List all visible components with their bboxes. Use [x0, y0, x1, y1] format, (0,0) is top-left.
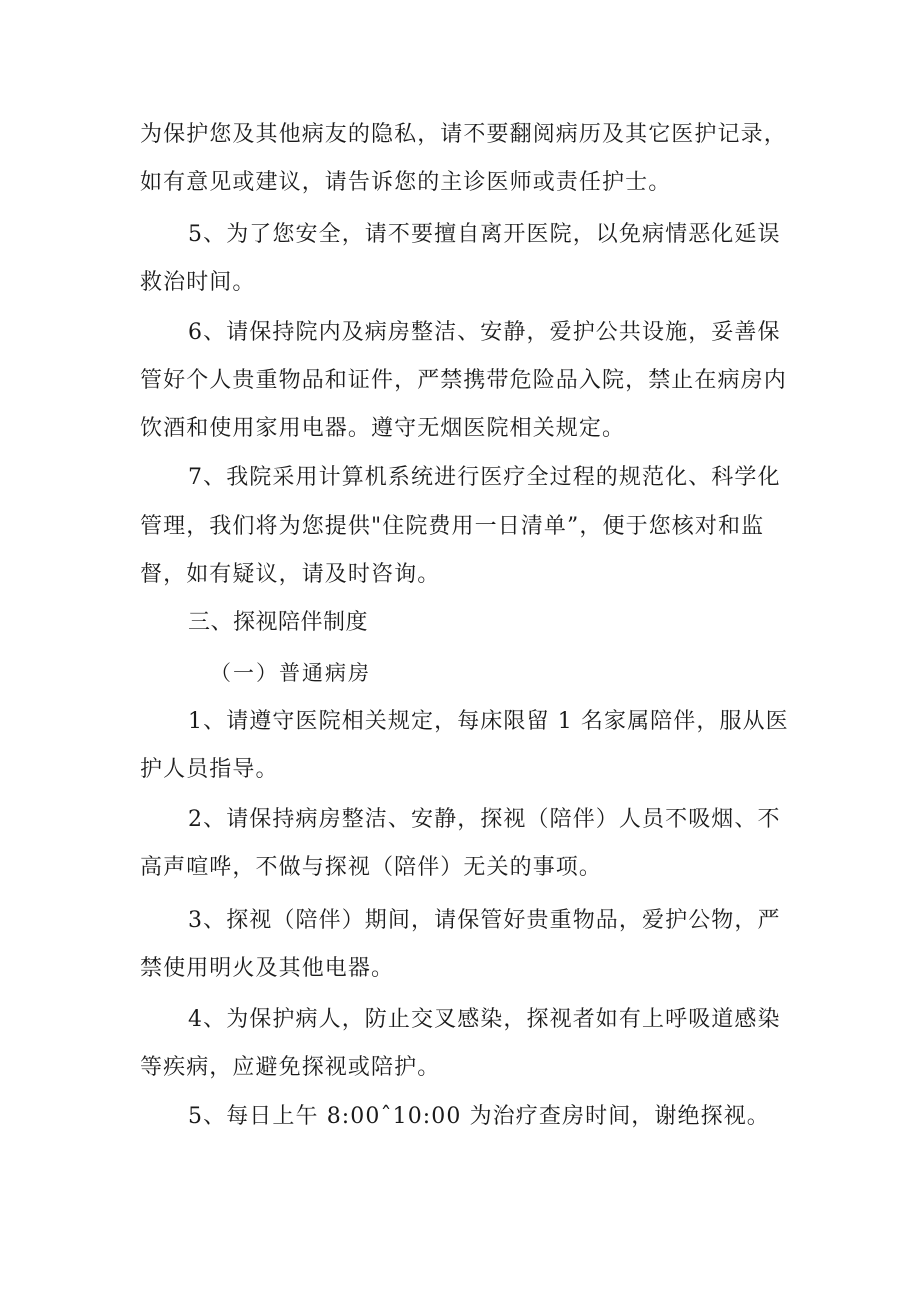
paragraph-line: 管理，我们将为您提供"住院费用一日清单”，便于您核对和监 [140, 514, 765, 539]
paragraph-line: 饮酒和使用家用电器。遵守无烟医院相关规定。 [140, 416, 626, 441]
paragraph-line: 为保护您及其他病友的隐私，请不要翻阅病历及其它医护记录， [140, 122, 787, 147]
list-item-line: 等疾病，应避免探视或陪护。 [140, 1055, 441, 1080]
section-heading: 三、探视陪伴制度 [188, 610, 369, 635]
paragraph-line: 督，如有疑议，请及时咨询。 [140, 562, 441, 587]
list-item-line: 禁使用明火及其他电器。 [140, 956, 395, 981]
paragraph-line: 救治时间。 [140, 270, 256, 295]
subsection-heading: （一）普通病房 [210, 661, 371, 685]
list-item-line: 4、为保护病人，防止交叉感染，探视者如有上呼吸道感染 [188, 1007, 781, 1032]
list-item-line: 3、探视（陪伴）期间，请保管好贵重物品，爱护公物，严 [188, 908, 781, 933]
paragraph-line: 管好个人贵重物品和证件，严禁携带危险品入院，禁止在病房内 [140, 368, 787, 393]
paragraph-line: 7、我院采用计算机系统进行医疗全过程的规范化、科学化 [188, 465, 781, 490]
paragraph-line: 6、请保持院内及病房整洁、安静，爱护公共设施，妥善保 [188, 320, 781, 345]
list-item-line: 护人员指导。 [140, 757, 279, 782]
list-item-line: 2、请保持病房整洁、安静，探视（陪伴）人员不吸烟、不 [188, 807, 781, 832]
list-item-line: 5、每日上午 8:00ˆ10:00 为治疗查房时间，谢绝探视。 [188, 1104, 770, 1129]
list-item-line: 1、请遵守医院相关规定，每床限留 1 名家属陪伴，服从医 [188, 709, 789, 734]
paragraph-line: 如有意见或建议，请告诉您的主诊医师或责任护士。 [140, 170, 672, 195]
list-item-line: 高声喧哗，不做与探视（陪伴）无关的事项。 [140, 855, 603, 880]
paragraph-line: 5、为了您安全，请不要擅自离开医院，以免病情恶化延误 [188, 222, 781, 247]
